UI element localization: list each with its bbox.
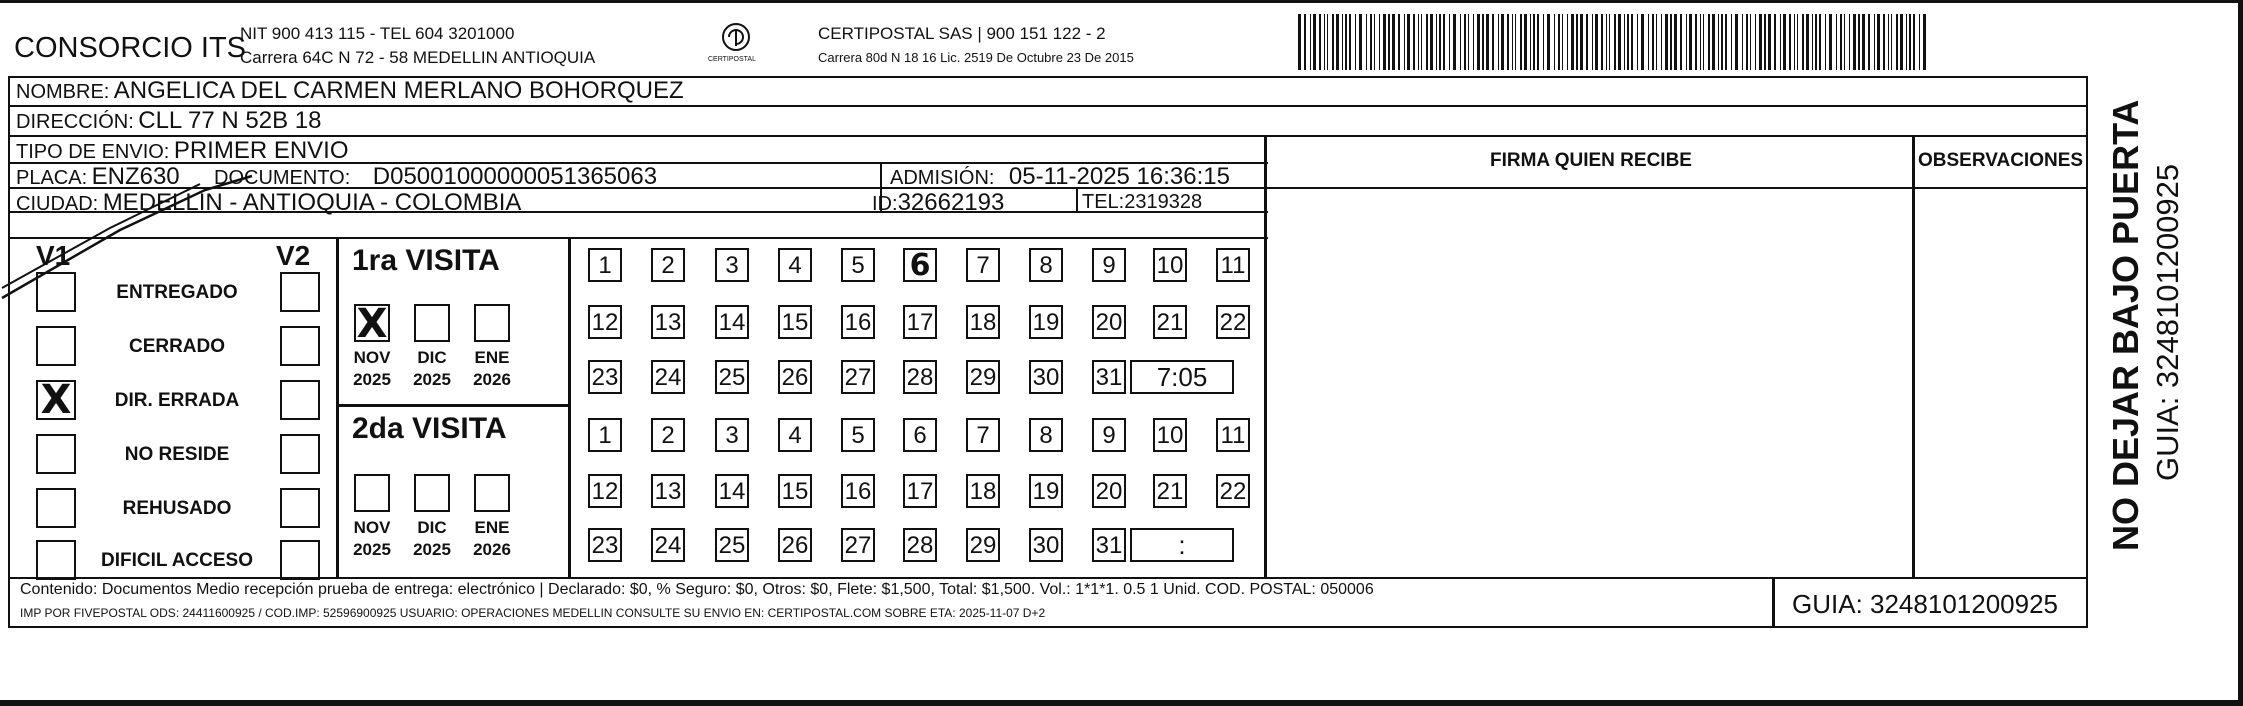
barcode-bar [1515, 14, 1516, 70]
barcode-bar [1802, 14, 1804, 70]
v1-checkbox[interactable]: X [36, 380, 76, 420]
barcode-bar [1780, 14, 1781, 70]
day-cell[interactable]: 29 [966, 528, 1000, 562]
barcode-bar [1725, 14, 1727, 70]
month-label: ENE [474, 348, 510, 367]
barcode-bar [1840, 14, 1842, 70]
barcode-bar [1524, 14, 1527, 70]
barcode-bar [1404, 14, 1405, 70]
barcode-bar [1661, 14, 1662, 70]
barcode-bar [1304, 14, 1306, 70]
col-line [1772, 577, 1775, 628]
barcode-bar [1355, 14, 1356, 70]
barcode-bar [1453, 14, 1456, 70]
day-cell[interactable]: 14 [715, 305, 749, 339]
status-label: CERRADO [128, 336, 226, 357]
month-checkbox[interactable]: X [354, 304, 390, 342]
month-checkbox[interactable] [414, 304, 450, 342]
barcode-bar [1336, 14, 1339, 70]
barcode-bar [1601, 14, 1603, 70]
barcode-bar [1797, 14, 1798, 70]
day-cell[interactable]: 6 [903, 418, 937, 452]
barcode-bar [1731, 14, 1732, 70]
row-line [8, 577, 2088, 579]
tipo-envio-field: TIPO DE ENVIO: PRIMER ENVIO [16, 137, 349, 164]
barcode-bar [1595, 14, 1598, 70]
barcode-bar [1627, 14, 1629, 70]
barcode-bar [1812, 14, 1813, 70]
day-cell[interactable]: 10 [1153, 248, 1187, 282]
barcode-bar [1759, 14, 1762, 70]
footer-guia: GUIA: 3248101200925 [1792, 589, 2058, 619]
barcode-bar [1789, 14, 1791, 70]
visit-divider [336, 404, 568, 407]
barcode-bar [1746, 14, 1748, 70]
day-cell[interactable]: 24 [651, 528, 685, 562]
day-cell[interactable]: 1 [588, 418, 622, 452]
year-label: 2025 [413, 370, 451, 389]
barcode-bar [1580, 14, 1583, 70]
day-cell[interactable]: 27 [841, 528, 875, 562]
col-line [336, 237, 339, 577]
barcode-bar [1606, 14, 1607, 70]
barcode-bar [1853, 14, 1856, 70]
day-cell[interactable]: 2 [651, 418, 685, 452]
barcode-bar [1906, 14, 1907, 70]
day-cell[interactable]: 13 [651, 305, 685, 339]
signature-area[interactable] [1266, 189, 1912, 577]
status-label: DIR. ERRADA [114, 390, 240, 411]
barcode-bar [1398, 14, 1400, 70]
day-cell[interactable]: 23 [588, 360, 622, 394]
day-cell[interactable]: 31 [1092, 360, 1126, 394]
day-cell[interactable]: 3 [715, 248, 749, 282]
barcode-bar [1919, 14, 1920, 70]
ciudad-field: CIUDAD: MEDELLIN - ANTIOQUIA - COLOMBIA [16, 189, 522, 216]
day-cell[interactable]: 2 [651, 248, 685, 282]
logo-text: CERTIPOSTAL [708, 56, 756, 63]
imp-text: IMP POR FIVEPOSTAL ODS: 24411600925 / COD.IMP: 52596900925 USUARIO: OPERACIONES MEDELLIN CONSULTE SU ENVIO EN: CERTIPOSTAL.COM SOBRE ETA: 2025-11-07 D+2 [20, 606, 1046, 620]
year-label: 2026 [473, 370, 511, 389]
barcode-bar [1896, 14, 1898, 70]
barcode-bar [1327, 14, 1328, 70]
admision-field: ADMISIÓN: 05-11-2025 16:36:15 [890, 163, 1230, 190]
barcode-bar [1755, 14, 1756, 70]
day-cell[interactable]: 30 [1029, 360, 1063, 394]
barcode-bar [1735, 14, 1738, 70]
year-label: 2026 [473, 540, 511, 559]
day-cell[interactable]: 8 [1029, 418, 1063, 452]
barcode-bar [1439, 14, 1441, 70]
barcode-bar [1460, 14, 1461, 70]
barcode-bar [1703, 14, 1704, 70]
day-cell[interactable]: 21 [1153, 474, 1187, 508]
barcode-bar [1712, 14, 1715, 70]
day-cell[interactable]: 3 [715, 418, 749, 452]
year-label: 2025 [413, 540, 451, 559]
barcode-bar [1614, 14, 1616, 70]
company-name: CONSORCIO ITS [14, 32, 247, 64]
barcode-bar [1421, 14, 1422, 70]
barcode-bar [1877, 14, 1880, 70]
status-label: NO RESIDE [124, 444, 230, 465]
firma-label: FIRMA QUIEN RECIBE [1490, 150, 1692, 171]
barcode-bar [1794, 14, 1795, 70]
barcode-bar [1900, 14, 1903, 70]
day-cell[interactable]: 16 [841, 305, 875, 339]
v1-checkbox[interactable] [36, 488, 76, 528]
day-cell[interactable]: 16 [841, 474, 875, 508]
barcode-bar [1383, 14, 1386, 70]
barcode-bar [1482, 14, 1484, 70]
tel-field: TEL:2319328 [1082, 191, 1203, 213]
v1-checkbox[interactable] [36, 272, 76, 312]
month-label: DIC [417, 518, 447, 537]
carrier-name: CERTIPOSTAL SAS | 900 151 122 - 2 [818, 24, 1106, 43]
barcode-bar [1825, 14, 1826, 70]
barcode-bar [1829, 14, 1832, 70]
barcode-bar [1407, 14, 1410, 70]
day-cell[interactable]: 11 [1216, 418, 1250, 452]
day-cell[interactable]: 17 [903, 474, 937, 508]
barcode-bar [1547, 14, 1550, 70]
year-label: 2025 [353, 370, 391, 389]
barcode-bar [1342, 14, 1343, 70]
day-cell[interactable]: 10 [1153, 418, 1187, 452]
barcode-bar [1413, 14, 1415, 70]
barcode-bar [1874, 14, 1875, 70]
barcode-bar [1592, 14, 1593, 70]
barcode-bar [1345, 14, 1347, 70]
barcode-bar [1695, 14, 1697, 70]
barcode-bar [1310, 14, 1311, 70]
month-label: NOV [353, 348, 391, 367]
barcode-bar [1674, 14, 1677, 70]
observaciones-label: OBSERVACIONES [1918, 150, 2084, 171]
v2-checkbox[interactable] [280, 380, 320, 420]
barcode-bar [1891, 14, 1892, 70]
day-cell[interactable]: 4 [778, 248, 812, 282]
barcode-bar [1418, 14, 1419, 70]
day-cell[interactable]: 15 [778, 305, 812, 339]
day-cell[interactable]: 5 [841, 418, 875, 452]
barcode-bar [1648, 14, 1649, 70]
day-cell[interactable]: 12 [588, 474, 622, 508]
barcode-bar [1721, 14, 1723, 70]
barcode-bar [1652, 14, 1654, 70]
carrier-address: Carrera 80d N 18 16 Lic. 2519 De Octubre 23 De 2015 [818, 50, 1134, 65]
documento-field: DOCUMENTO: D05001000000051365063 [214, 163, 658, 190]
barcode-bar [1507, 14, 1509, 70]
barcode-bar [1449, 14, 1450, 70]
barcode-bar [1324, 14, 1325, 70]
day-cell[interactable]: 31 [1092, 528, 1126, 562]
barcode-bar [1537, 14, 1539, 70]
day-cell[interactable]: 6 [903, 248, 937, 282]
certipostal-logo [700, 20, 772, 68]
company-address: Carrera 64C N 72 - 58 MEDELLIN ANTIOQUIA [240, 48, 596, 67]
month-checkbox[interactable] [354, 474, 390, 512]
day-cell[interactable]: 9 [1092, 248, 1126, 282]
barcode-bar [1708, 14, 1710, 70]
side-guia: GUIA: 3248101200925 [2150, 163, 2185, 481]
time-field[interactable]: : [1130, 528, 1234, 562]
barcode-bar [1774, 14, 1776, 70]
barcode-bar [1742, 14, 1743, 70]
v2-checkbox[interactable] [280, 488, 320, 528]
day-cell[interactable]: 22 [1216, 305, 1250, 339]
status-label: ENTREGADO [116, 282, 238, 303]
day-cell[interactable]: 1 [588, 248, 622, 282]
barcode-bar [1637, 14, 1638, 70]
day-cell[interactable]: 20 [1092, 305, 1126, 339]
barcode-bar [1783, 14, 1786, 70]
barcode-bar [1700, 14, 1701, 70]
day-cell[interactable]: 9 [1092, 418, 1126, 452]
day-cell[interactable]: 7 [966, 418, 1000, 452]
direccion-field: DIRECCIÓN: CLL 77 N 52B 18 [16, 107, 322, 134]
col-line [568, 237, 571, 577]
visit-1-title: 1ra VISITA [352, 244, 500, 277]
barcode-bar [1426, 14, 1428, 70]
day-cell[interactable]: 19 [1029, 474, 1063, 508]
barcode-bar [1492, 14, 1494, 70]
v1-checkbox[interactable] [36, 326, 76, 366]
barcode-bar [1558, 14, 1560, 70]
v2-checkbox[interactable] [280, 434, 320, 474]
barcode [1298, 14, 1932, 70]
barcode-bar [1718, 14, 1719, 70]
status-label: DIFICIL ACCESO [100, 550, 253, 571]
barcode-bar [1689, 14, 1692, 70]
day-cell[interactable]: 25 [715, 528, 749, 562]
barcode-bar [1562, 14, 1563, 70]
day-cell[interactable]: 15 [778, 474, 812, 508]
barcode-bar [1379, 14, 1380, 70]
right-border [2238, 0, 2243, 706]
barcode-bar [1858, 14, 1860, 70]
nombre-field: NOMBRE: ANGELICA DEL CARMEN MERLANO BOHORQUEZ [16, 77, 684, 104]
barcode-bar [1909, 14, 1911, 70]
barcode-bar [1374, 14, 1375, 70]
v2-checkbox[interactable] [280, 272, 320, 312]
day-cell[interactable]: 5 [841, 248, 875, 282]
barcode-bar [1366, 14, 1367, 70]
day-cell[interactable]: 24 [651, 360, 685, 394]
barcode-bar [1498, 14, 1499, 70]
v2-label: V2 [276, 240, 311, 271]
day-cell[interactable]: 18 [966, 305, 1000, 339]
day-cell[interactable]: 22 [1216, 474, 1250, 508]
status-label: REHUSADO [122, 498, 232, 519]
barcode-bar [1923, 14, 1926, 70]
barcode-bar [1370, 14, 1372, 70]
barcode-bar [1883, 14, 1885, 70]
day-cell[interactable]: 12 [588, 305, 622, 339]
barcode-bar [1680, 14, 1682, 70]
company-nit: NIT 900 413 115 - TEL 604 3201000 [240, 24, 515, 43]
barcode-bar [1349, 14, 1351, 70]
day-cell[interactable]: 19 [1029, 305, 1063, 339]
time-field[interactable]: 7:05 [1130, 360, 1234, 394]
year-label: 2025 [353, 540, 391, 559]
day-cell[interactable]: 29 [966, 360, 1000, 394]
barcode-bar [1298, 14, 1301, 70]
day-cell[interactable]: 18 [966, 474, 1000, 508]
barcode-bar [1806, 14, 1809, 70]
barcode-bar [1849, 14, 1850, 70]
day-cell[interactable]: 27 [841, 360, 875, 394]
day-cell[interactable]: 4 [778, 418, 812, 452]
barcode-bar [1656, 14, 1657, 70]
barcode-bar [1512, 14, 1513, 70]
barcode-bar [1686, 14, 1687, 70]
barcode-bar [1319, 14, 1321, 70]
barcode-bar [1862, 14, 1865, 70]
day-cell[interactable]: 28 [903, 360, 937, 394]
barcode-bar [1618, 14, 1621, 70]
barcode-bar [1665, 14, 1668, 70]
barcode-bar [1388, 14, 1390, 70]
v1-checkbox[interactable] [36, 540, 76, 580]
barcode-bar [1392, 14, 1395, 70]
month-label: ENE [474, 518, 510, 537]
visit-2-title: 2da VISITA [352, 412, 507, 445]
contenido-text: Contenido: Documentos Medio recepción prueba de entrega: electrónico | Declarado: $0, % Seguro: $0, Otros: $0, Flete: $1,500, Total: $1,500. Vol.: 1*1*1. 0.5 1 Unid. COD. POSTAL: 050006 [20, 581, 1374, 598]
v2-checkbox[interactable] [280, 540, 320, 580]
month-label: NOV [353, 518, 391, 537]
barcode-bar [1913, 14, 1915, 70]
barcode-bar [1670, 14, 1672, 70]
barcode-bar [1768, 14, 1771, 70]
barcode-bar [1868, 14, 1870, 70]
month-label: DIC [417, 348, 447, 367]
barcode-bar [1430, 14, 1433, 70]
top-border [0, 0, 2243, 3]
day-cell[interactable]: 11 [1216, 248, 1250, 282]
barcode-bar [1819, 14, 1821, 70]
barcode-bar [1586, 14, 1588, 70]
barcode-bar [1530, 14, 1531, 70]
barcode-bar [1624, 14, 1625, 70]
barcode-bar [1477, 14, 1480, 70]
barcode-bar [1501, 14, 1504, 70]
day-cell[interactable]: 30 [1029, 528, 1063, 562]
v1-label: V1 [36, 240, 71, 271]
month-checkbox[interactable] [474, 304, 510, 342]
day-cell[interactable]: 7 [966, 248, 1000, 282]
barcode-bar [1750, 14, 1751, 70]
barcode-bar [1533, 14, 1535, 70]
barcode-bar [1332, 14, 1334, 70]
barcode-bar [1609, 14, 1610, 70]
observaciones-area[interactable] [1914, 189, 2086, 577]
barcode-bar [1576, 14, 1578, 70]
day-cell[interactable]: 8 [1029, 248, 1063, 282]
side-warning: NO DEJAR BAJO PUERTA [2105, 99, 2146, 551]
bottom-border [0, 700, 2243, 706]
barcode-bar [1641, 14, 1644, 70]
barcode-bar [1313, 14, 1316, 70]
barcode-bar [1844, 14, 1845, 70]
barcode-bar [1815, 14, 1817, 70]
day-cell[interactable]: 17 [903, 305, 937, 339]
barcode-bar [1631, 14, 1633, 70]
barcode-bar [1473, 14, 1474, 70]
barcode-bar [1836, 14, 1837, 70]
barcode-bar [1359, 14, 1362, 70]
barcode-bar [1567, 14, 1568, 70]
barcode-bar [1468, 14, 1469, 70]
day-cell[interactable]: 23 [588, 528, 622, 562]
barcode-bar [1486, 14, 1489, 70]
day-cell[interactable]: 21 [1153, 305, 1187, 339]
barcode-bar [1464, 14, 1466, 70]
barcode-bar [1764, 14, 1766, 70]
day-cell[interactable]: 14 [715, 474, 749, 508]
v1-checkbox[interactable] [36, 434, 76, 474]
day-cell[interactable]: 25 [715, 360, 749, 394]
barcode-bar [1888, 14, 1889, 70]
barcode-bar [1436, 14, 1437, 70]
month-checkbox[interactable] [414, 474, 450, 512]
placa-field: PLACA: ENZ630 [16, 163, 180, 190]
v2-checkbox[interactable] [280, 326, 320, 366]
barcode-bar [1543, 14, 1544, 70]
barcode-bar [1520, 14, 1522, 70]
id-field: ID:32662193 [872, 189, 1005, 216]
barcode-bar [1554, 14, 1555, 70]
day-cell[interactable]: 13 [651, 474, 685, 508]
day-cell[interactable]: 20 [1092, 474, 1126, 508]
month-checkbox[interactable] [474, 474, 510, 512]
day-cell[interactable]: 26 [778, 360, 812, 394]
barcode-bar [1571, 14, 1574, 70]
day-cell[interactable]: 26 [778, 528, 812, 562]
day-cell[interactable]: 28 [903, 528, 937, 562]
barcode-bar [1443, 14, 1445, 70]
